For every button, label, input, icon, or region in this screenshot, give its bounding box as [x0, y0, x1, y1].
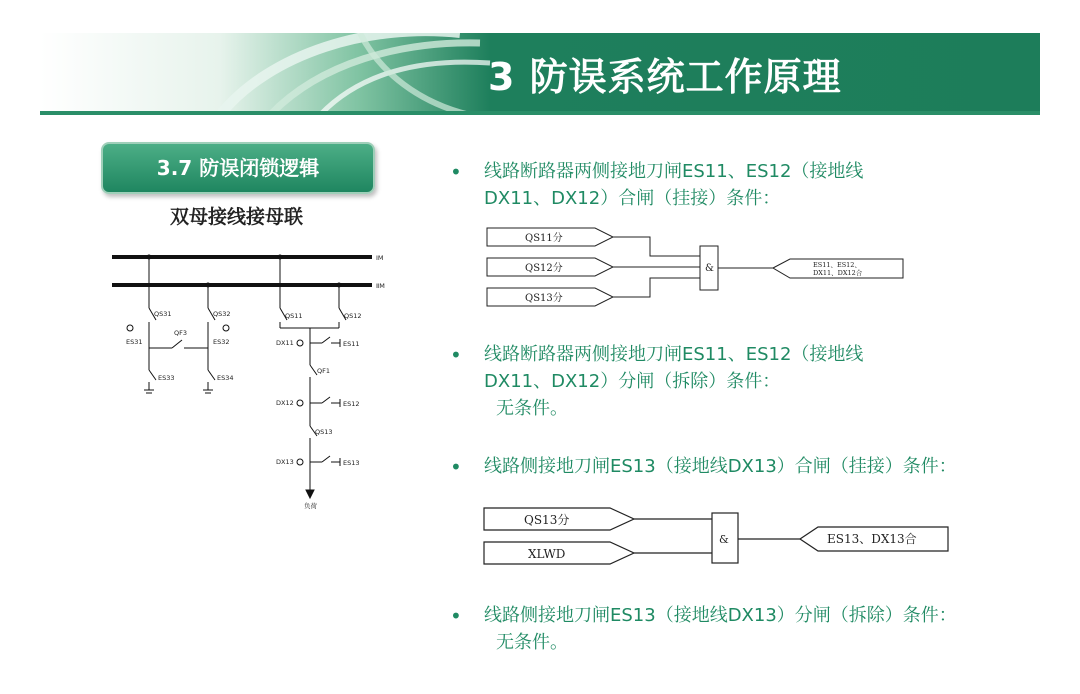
label-qs32: QS32	[213, 310, 231, 318]
bullet-marker: •	[450, 455, 462, 479]
label-es34: ES34	[217, 374, 234, 382]
bus-label-1: ⅠM	[376, 254, 384, 262]
input-label: QS11分	[525, 233, 563, 244]
bullet-marker: •	[450, 604, 462, 628]
label-dx13: DX13	[276, 458, 294, 466]
gate-label: &	[705, 263, 714, 274]
label-es13: ES13	[343, 459, 360, 467]
section-tab: 3.7 防误闭锁逻辑	[101, 142, 375, 194]
input-label: QS12分	[525, 263, 563, 274]
label-es31: ES31	[126, 338, 143, 346]
label-es11: ES11	[343, 340, 360, 348]
output-label: ES13、DX13合	[827, 532, 917, 546]
bullet-marker: •	[450, 343, 462, 367]
page-title: 3 防误系统工作原理	[488, 55, 842, 99]
output-label: DX11、DX12合	[813, 269, 863, 277]
bullet-4-text: 线路侧接地刀闸ES13（接地线DX13）分闸（拆除）条件： 无条件。	[484, 605, 957, 653]
logic-diagram-1	[485, 224, 905, 312]
label-dx11: DX11	[276, 339, 294, 347]
label-load: 负荷	[304, 502, 317, 510]
label-qs12: QS12	[344, 312, 362, 320]
logic-diagram-2	[482, 505, 952, 573]
label-qs11: QS11	[285, 312, 303, 320]
label-qs13: QS13	[315, 428, 333, 436]
diagram-title: 双母接线接母联	[170, 206, 304, 228]
label-qs31: QS31	[154, 310, 172, 318]
output-label: ES11、ES12、	[813, 261, 861, 269]
input-label: XLWD	[528, 547, 566, 561]
bus-label-2: ⅡM	[376, 282, 385, 290]
input-label: QS13分	[525, 293, 563, 304]
input-label: QS13分	[524, 513, 570, 527]
gate-label: &	[719, 533, 729, 546]
single-line-schematic	[100, 240, 410, 515]
bullet-2-text: 线路断路器两侧接地刀闸ES11、ES12（接地线 DX11、DX12）分闸（拆除）条件： 无条件。	[484, 344, 864, 419]
label-es12: ES12	[343, 400, 360, 408]
label-es33: ES33	[158, 374, 175, 382]
bullet-1-text: 线路断路器两侧接地刀闸ES11、ES12（接地线 DX11、DX12）合闸（挂接）条件：	[484, 161, 864, 209]
label-qf1: QF1	[317, 367, 330, 375]
label-qf3: QF3	[174, 329, 187, 337]
label-es32: ES32	[213, 338, 230, 346]
label-dx12: DX12	[276, 399, 294, 407]
bullet-3-text: 线路侧接地刀闸ES13（接地线DX13）合闸（挂接）条件：	[484, 456, 957, 477]
bullet-marker: •	[450, 160, 462, 184]
